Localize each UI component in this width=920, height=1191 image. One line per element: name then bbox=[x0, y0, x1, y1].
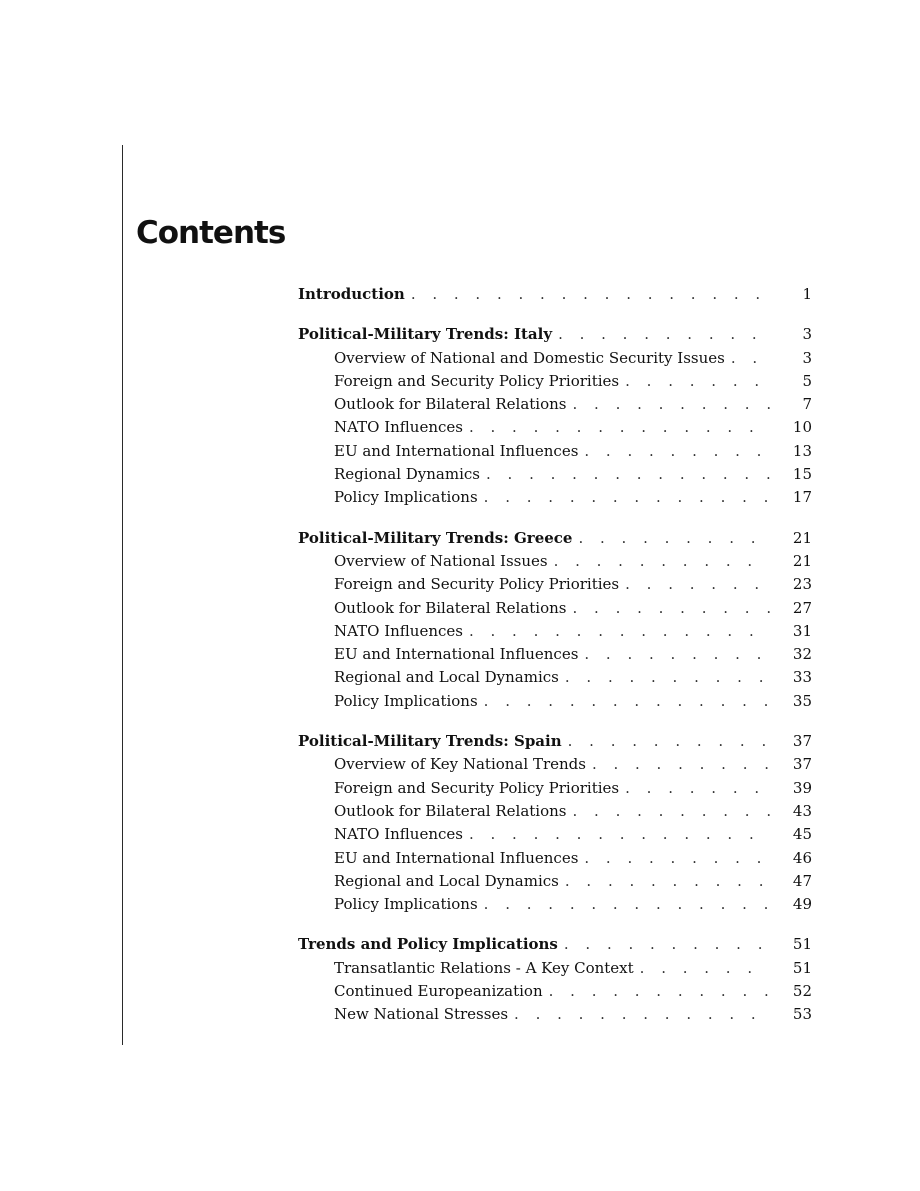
toc-entry-label: EU and International Influences bbox=[334, 645, 579, 664]
toc-page-number: 49 bbox=[792, 895, 812, 914]
dot-leader bbox=[573, 393, 771, 416]
toc-entry-label: Regional and Local Dynamics bbox=[334, 871, 559, 890]
toc-page-number: 45 bbox=[792, 825, 812, 844]
dot-leader bbox=[484, 486, 770, 509]
toc-entry-label: Policy Implications bbox=[334, 895, 478, 914]
toc-entry-label: Overview of Key National Trends bbox=[334, 755, 586, 774]
toc-section-political-military-trends-spain bbox=[298, 730, 812, 916]
dot-leader bbox=[469, 416, 770, 439]
toc-entry-label: EU and International Influences bbox=[334, 441, 579, 460]
toc-page-number: 32 bbox=[792, 645, 812, 664]
toc-entry-label: Foreign and Security Policy Priorities bbox=[334, 778, 620, 797]
dot-leader bbox=[584, 847, 770, 870]
table-of-contents bbox=[298, 283, 812, 1044]
toc-page-number: 52 bbox=[792, 982, 812, 1001]
toc-subsection-entry[interactable] bbox=[298, 847, 812, 870]
toc-section-political-military-trends-italy bbox=[298, 323, 812, 509]
toc-page-number: 10 bbox=[792, 418, 812, 437]
toc-page-number: 51 bbox=[792, 935, 812, 954]
toc-subsection-entry[interactable] bbox=[298, 486, 812, 509]
toc-chapter-entry[interactable] bbox=[298, 730, 812, 753]
toc-subsection-entry[interactable] bbox=[298, 416, 812, 439]
toc-section-political-military-trends-greece bbox=[298, 527, 812, 713]
toc-subsection-entry[interactable] bbox=[298, 823, 812, 846]
toc-page-number: 47 bbox=[792, 871, 812, 890]
toc-subsection-entry[interactable] bbox=[298, 980, 812, 1003]
toc-entry-label: Transatlantic Relations - A Key Context bbox=[334, 958, 634, 977]
toc-page-number: 31 bbox=[792, 621, 812, 640]
toc-subsection-entry[interactable] bbox=[298, 893, 812, 916]
toc-page-number: 7 bbox=[802, 395, 812, 414]
toc-page-number: 15 bbox=[792, 465, 812, 484]
toc-subsection-entry[interactable] bbox=[298, 753, 812, 776]
toc-entry-label: Continued Europeanization bbox=[334, 982, 543, 1001]
toc-subsection-entry[interactable] bbox=[298, 643, 812, 666]
toc-entry-label: Introduction bbox=[298, 285, 405, 303]
toc-page-number: 27 bbox=[792, 598, 812, 617]
toc-subsection-entry[interactable] bbox=[298, 550, 812, 573]
toc-subsection-entry[interactable] bbox=[298, 957, 812, 980]
toc-subsection-entry[interactable] bbox=[298, 870, 812, 893]
toc-page-number: 21 bbox=[792, 551, 812, 570]
toc-page-number: 5 bbox=[802, 371, 812, 390]
toc-subsection-entry[interactable] bbox=[298, 666, 812, 689]
toc-section-trends-and-policy-implications bbox=[298, 933, 812, 1026]
dot-leader bbox=[565, 666, 770, 689]
toc-page-number: 23 bbox=[792, 575, 812, 594]
toc-subsection-entry[interactable] bbox=[298, 347, 812, 370]
toc-entry-label: Trends and Policy Implications bbox=[298, 935, 558, 954]
toc-entry-label: NATO Influences bbox=[334, 825, 463, 844]
toc-entry-label: NATO Influences bbox=[334, 418, 463, 437]
toc-subsection-entry[interactable] bbox=[298, 573, 812, 596]
dot-leader bbox=[484, 893, 770, 916]
toc-entry-label: Overview of National Issues bbox=[334, 551, 548, 570]
dot-leader bbox=[484, 690, 770, 713]
toc-page-number: 21 bbox=[792, 528, 812, 547]
dot-leader bbox=[558, 323, 770, 346]
toc-subsection-entry[interactable] bbox=[298, 1003, 812, 1026]
dot-leader bbox=[469, 620, 770, 643]
toc-subsection-entry[interactable] bbox=[298, 620, 812, 643]
dot-leader bbox=[625, 777, 770, 800]
margin-rule bbox=[122, 145, 123, 1045]
toc-subsection-entry[interactable] bbox=[298, 597, 812, 620]
dot-leader bbox=[573, 597, 771, 620]
toc-subsection-entry[interactable] bbox=[298, 777, 812, 800]
toc-entry-label: Foreign and Security Policy Priorities bbox=[334, 371, 620, 390]
dot-leader bbox=[573, 800, 771, 823]
toc-page-number: 43 bbox=[792, 801, 812, 820]
toc-page-number: 53 bbox=[792, 1005, 812, 1024]
dot-leader bbox=[486, 463, 770, 486]
toc-subsection-entry[interactable] bbox=[298, 440, 812, 463]
dot-leader bbox=[411, 283, 770, 306]
toc-page-number: 39 bbox=[792, 778, 812, 797]
toc-entry-label: Outlook for Bilateral Relations bbox=[334, 801, 567, 820]
toc-entry-label: Regional and Local Dynamics bbox=[334, 668, 559, 687]
toc-entry-label: Regional Dynamics bbox=[334, 465, 480, 484]
toc-subsection-entry[interactable] bbox=[298, 463, 812, 486]
dot-leader bbox=[592, 753, 770, 776]
toc-entry-label: Overview of National and Domestic Security Issues bbox=[334, 348, 725, 367]
toc-entry-label: New National Stresses bbox=[334, 1005, 509, 1024]
dot-leader bbox=[549, 980, 770, 1003]
toc-entry-label: Political-Military Trends: Italy bbox=[298, 325, 553, 344]
toc-entry-label: Policy Implications bbox=[334, 488, 478, 507]
toc-page-number: 33 bbox=[792, 668, 812, 687]
dot-leader bbox=[554, 550, 770, 573]
toc-page-number: 1 bbox=[802, 285, 812, 303]
toc-page-number: 3 bbox=[802, 325, 812, 344]
dot-leader bbox=[640, 957, 770, 980]
toc-chapter-entry[interactable] bbox=[298, 933, 812, 956]
toc-page-number: 46 bbox=[792, 848, 812, 867]
toc-entry-label: Political-Military Trends: Spain bbox=[298, 732, 562, 751]
dot-leader bbox=[625, 370, 770, 393]
toc-subsection-entry[interactable] bbox=[298, 370, 812, 393]
toc-subsection-entry[interactable] bbox=[298, 393, 812, 416]
toc-entry-label: Outlook for Bilateral Relations bbox=[334, 598, 567, 617]
dot-leader bbox=[731, 347, 770, 370]
toc-page-number: 35 bbox=[792, 691, 812, 710]
dot-leader bbox=[568, 730, 770, 753]
dot-leader bbox=[584, 643, 770, 666]
toc-page-number: 3 bbox=[802, 348, 812, 367]
toc-subsection-entry[interactable] bbox=[298, 690, 812, 713]
dot-leader bbox=[565, 870, 770, 893]
dot-leader bbox=[584, 440, 770, 463]
toc-chapter-entry[interactable] bbox=[298, 527, 812, 550]
toc-page-number: 37 bbox=[792, 732, 812, 751]
toc-entry-label: EU and International Influences bbox=[334, 848, 579, 867]
toc-page-number: 17 bbox=[792, 488, 812, 507]
dot-leader bbox=[578, 527, 770, 550]
toc-entry-label: Political-Military Trends: Greece bbox=[298, 528, 573, 547]
toc-page-number: 51 bbox=[792, 958, 812, 977]
toc-section-introduction bbox=[298, 283, 812, 306]
toc-page-number: 37 bbox=[792, 755, 812, 774]
toc-chapter-entry[interactable] bbox=[298, 323, 812, 346]
toc-entry-label: Foreign and Security Policy Priorities bbox=[334, 575, 620, 594]
dot-leader bbox=[564, 933, 770, 956]
dot-leader bbox=[514, 1003, 770, 1026]
dot-leader bbox=[469, 823, 770, 846]
toc-entry-label: Outlook for Bilateral Relations bbox=[334, 395, 567, 414]
toc-page-number: 13 bbox=[792, 441, 812, 460]
page-title: Contents bbox=[136, 215, 286, 251]
dot-leader bbox=[625, 573, 770, 596]
toc-subsection-entry[interactable] bbox=[298, 800, 812, 823]
toc-chapter-entry[interactable] bbox=[298, 283, 812, 306]
toc-entry-label: Policy Implications bbox=[334, 691, 478, 710]
toc-entry-label: NATO Influences bbox=[334, 621, 463, 640]
